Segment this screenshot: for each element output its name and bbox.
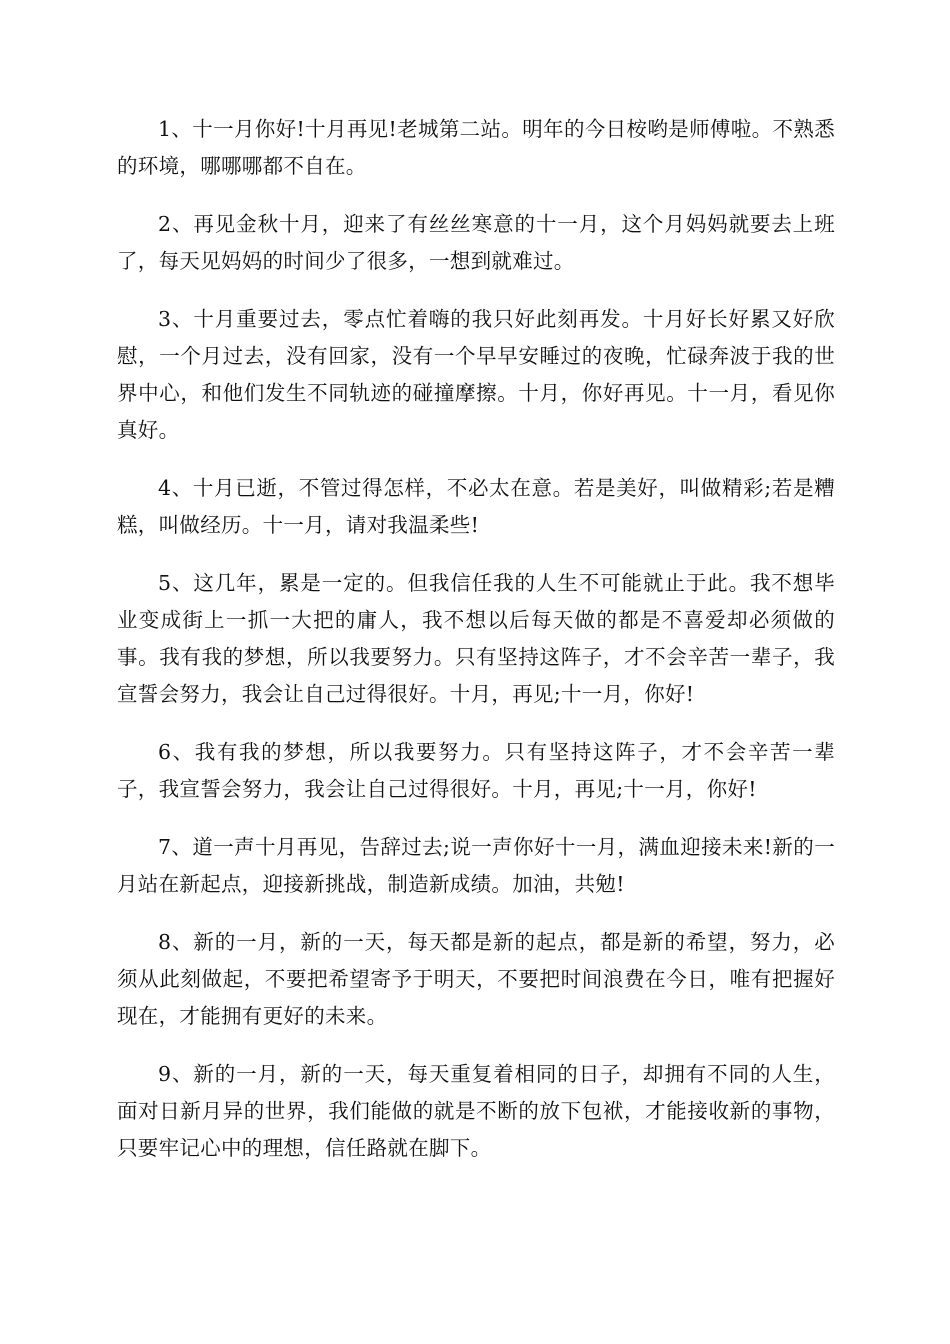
- paragraph-2: 2、再见金秋十月，迎来了有丝丝寒意的十一月，这个月妈妈就要去上班了，每天见妈妈的时间少了很多，一想到就难过。: [117, 212, 835, 273]
- paragraph-7: 7、道一声十月再见，告辞过去;说一声你好十一月，满血迎接未来!新的一月站在新起点，迎接新挑战，制造新成绩。加油，共勉!: [117, 835, 835, 896]
- document-body: [117, 111, 835, 1188]
- paragraph-8: 8、新的一月，新的一天，每天都是新的起点，都是新的希望，努力，必须从此刻做起，不要把希望寄予于明天，不要把时间浪费在今日，唯有把握好现在，才能拥有更好的未来。: [117, 930, 835, 1028]
- paragraph-1: 1、十一月你好!十月再见!老城第二站。明年的今日桉哟是师傅啦。不熟悉的环境，哪哪哪都不自在。: [117, 117, 835, 178]
- paragraph-4: 4、十月已逝，不管过得怎样，不必太在意。若是美好，叫做精彩;若是糟糕，叫做经历。十一月，请对我温柔些!: [117, 476, 835, 537]
- paragraph-3: 3、十月重要过去，零点忙着嗨的我只好此刻再发。十月好长好累又好欣慰，一个月过去，没有回家，没有一个早早安睡过的夜晚，忙碌奔波于我的世界中心，和他们发生不同轨迹的碰撞摩擦。十月，你好再见。十一月，看见你真好。: [117, 307, 835, 442]
- paragraph-5: 5、这几年，累是一定的。但我信任我的人生不可能就止于此。我不想毕业变成街上一抓一大把的庸人，我不想以后每天做的都是不喜爱却必须做的事。我有我的梦想，所以我要努力。只有坚持这阵子，才不会辛苦一辈子，我宣誓会努力，我会让自己过得很好。十月，再见;十一月，你好!: [117, 571, 835, 706]
- paragraph-6: 6、我有我的梦想，所以我要努力。只有坚持这阵子，才不会辛苦一辈子，我宣誓会努力，我会让自己过得很好。十月，再见;十一月，你好!: [117, 740, 835, 801]
- paragraph-9: 9、新的一月，新的一天，每天重复着相同的日子，却拥有不同的人生，面对日新月异的世界，我们能做的就是不断的放下包袱，才能接收新的事物，只要牢记心中的理想，信任路就在脚下。: [117, 1062, 835, 1160]
